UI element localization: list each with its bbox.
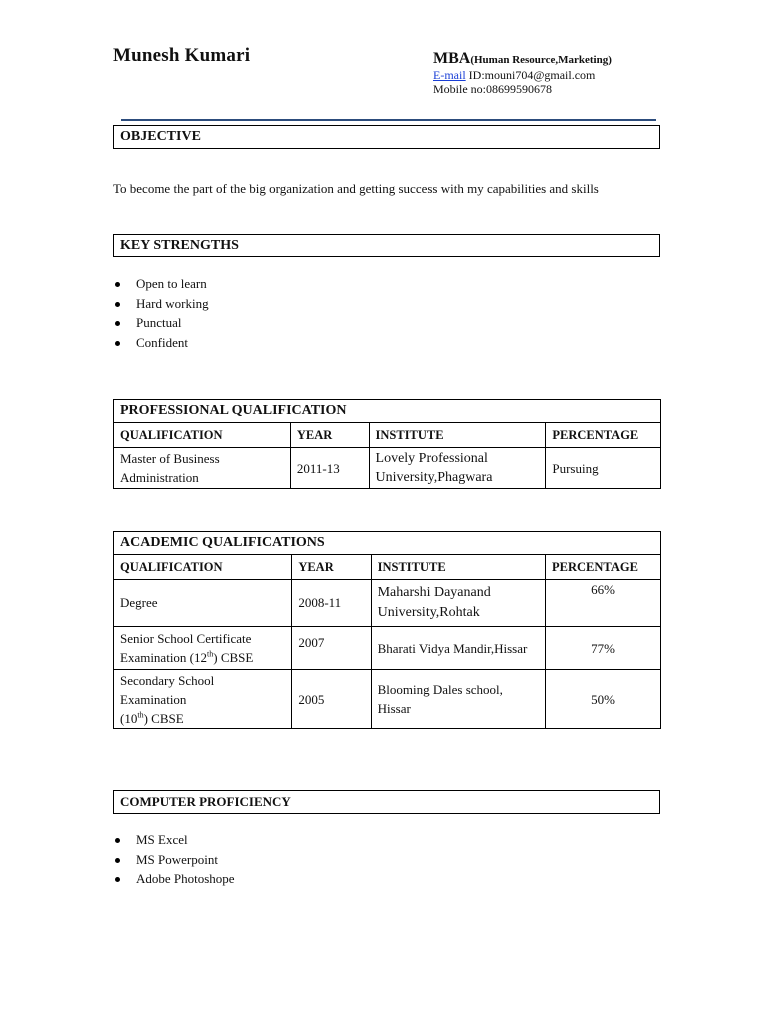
table-row <box>114 627 661 670</box>
qualification-cell <box>114 448 291 489</box>
institute-line: University,Phagwara <box>375 470 493 485</box>
header-divider <box>121 119 656 121</box>
applicant-name: Munesh Kumari <box>113 45 251 66</box>
column-header-percentage: PERCENTAGE <box>546 555 661 580</box>
institute-cell: Bharati Vidya Mandir,Hissar <box>371 627 545 670</box>
qualification-line: Examination <box>120 691 187 707</box>
table-row <box>114 580 661 627</box>
list-item: MS Excel <box>113 830 235 850</box>
qualification-cell: Degree <box>114 580 292 627</box>
percentage-cell: Pursuing <box>546 448 661 489</box>
qualification-line: Secondary School <box>120 672 215 688</box>
year-cell: 2007 <box>292 627 371 670</box>
column-header-institute: INSTITUTE <box>369 423 546 448</box>
percentage-cell: 66% <box>546 580 661 627</box>
column-header-institute: INSTITUTE <box>371 555 545 580</box>
email-value: ID:mouni704@gmail.com <box>465 68 596 82</box>
institute-line: Maharshi Dayanand <box>377 585 491 600</box>
qualification-text: ) CBSE <box>213 650 254 665</box>
list-item: Adobe Photoshope <box>113 869 235 889</box>
column-header-qualification: QUALIFICATION <box>114 423 291 448</box>
list-item: Punctual <box>113 313 209 333</box>
professional-qualification-heading: PROFESSIONAL QUALIFICATION <box>114 400 661 423</box>
list-item: Hard working <box>113 294 209 314</box>
computer-proficiency-heading: COMPUTER PROFICIENCY <box>113 790 660 814</box>
list-item: Open to learn <box>113 274 209 294</box>
table-title-row <box>114 532 661 555</box>
objective-text: To become the part of the big organization and getting success with my capabilities and skills <box>113 181 599 196</box>
qualification-text: Examination (12 <box>120 650 208 665</box>
academic-qualifications-table <box>113 531 661 729</box>
institute-cell <box>371 670 545 729</box>
degree-specialization: (Human Resource,Marketing) <box>470 54 612 66</box>
ordinal-superscript: th <box>137 710 144 720</box>
academic-qualifications-heading: ACADEMIC QUALIFICATIONS <box>114 532 661 555</box>
list-item: MS Powerpoint <box>113 850 235 870</box>
degree-title: MBA <box>433 50 471 67</box>
qualification-line <box>120 648 285 667</box>
table-row <box>114 448 661 489</box>
qualification-line <box>120 709 285 728</box>
ordinal-superscript: th <box>207 649 214 659</box>
key-strengths-heading: KEY STRENGTHS <box>113 234 660 257</box>
institute-cell <box>371 580 545 627</box>
qualification-text: (10 <box>120 710 138 726</box>
qualification-cell <box>114 670 292 729</box>
objective-heading: OBJECTIVE <box>113 125 660 149</box>
qualification-line: Master of Business <box>120 451 220 466</box>
year-cell: 2008-11 <box>292 580 371 627</box>
column-header-qualification: QUALIFICATION <box>114 555 292 580</box>
professional-qualification-table <box>113 399 661 489</box>
institute-cell <box>369 448 546 489</box>
column-header-year: YEAR <box>292 555 371 580</box>
institute-line: Blooming Dales school, <box>377 682 503 697</box>
year-cell: 2011-13 <box>290 448 369 489</box>
table-row <box>114 670 661 729</box>
institute-line: University,Rohtak <box>377 605 480 620</box>
table-header-row <box>114 555 661 580</box>
table-header-row <box>114 423 661 448</box>
email-link[interactable]: E-mail <box>433 68 466 82</box>
degree-heading <box>433 50 612 68</box>
key-strengths-list <box>113 274 209 352</box>
qualification-line: Administration <box>120 470 199 485</box>
percentage-cell: 50% <box>546 670 661 729</box>
mobile-line: Mobile no:08699590678 <box>433 82 552 96</box>
qualification-line: Senior School Certificate <box>120 631 252 646</box>
qualification-cell <box>114 627 292 670</box>
column-header-year: YEAR <box>290 423 369 448</box>
institute-line: Hissar <box>377 701 411 716</box>
year-cell: 2005 <box>292 670 371 729</box>
column-header-percentage: PERCENTAGE <box>546 423 661 448</box>
percentage-cell: 77% <box>546 627 661 670</box>
qualification-text: ) CBSE <box>143 710 184 726</box>
computer-proficiency-list <box>113 830 235 889</box>
table-title-row <box>114 400 661 423</box>
email-line <box>433 68 595 82</box>
list-item: Confident <box>113 333 209 353</box>
contact-info <box>433 68 595 96</box>
institute-line: Lovely Professional <box>375 451 488 466</box>
